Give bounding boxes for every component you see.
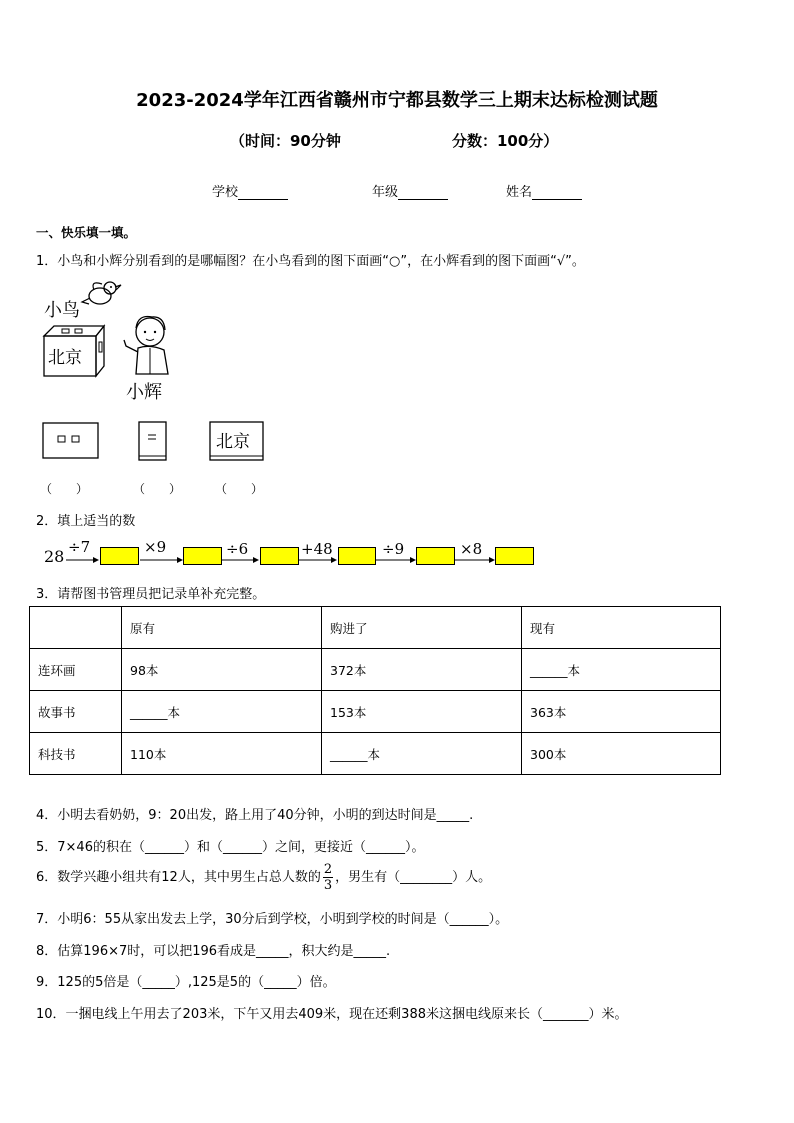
table-cell: 372本 bbox=[322, 649, 522, 691]
question-1: 1．小鸟和小辉分别看到的是哪幅图？在小鸟看到的图下面画“○”，在小辉看到的图下面画“√”。 bbox=[36, 254, 585, 269]
chain-op-2: ×9 bbox=[144, 538, 167, 556]
option-2-figure bbox=[138, 421, 168, 463]
bird-label: 小鸟 bbox=[44, 300, 80, 321]
answer-paren-1[interactable]: （ ） bbox=[40, 482, 89, 496]
bird-icon bbox=[80, 278, 122, 312]
table-cell: 363本 bbox=[522, 691, 721, 733]
chain-op-5: ÷9 bbox=[382, 540, 405, 558]
boy-label: 小辉 bbox=[126, 382, 162, 403]
question-10: 10．一捆电线上午用去了203米，下午又用去409米，现在还剩388米这捆电线原来长（_______）米。 bbox=[36, 1007, 628, 1022]
box-text: 北京 bbox=[48, 348, 82, 368]
answer-box-2[interactable] bbox=[183, 547, 222, 565]
name-label: 姓名 bbox=[506, 185, 533, 200]
fraction bbox=[323, 862, 333, 893]
section-title: 一、快乐填一填。 bbox=[36, 225, 137, 240]
question-4: 4．小明去看奶奶，9：20出发，路上用了40分钟，小明的到达时间是_____. bbox=[36, 808, 474, 823]
chain-op-4: +48 bbox=[301, 540, 333, 558]
question-5: 5．7×46的积在（______）和（______）之间，更接近（______）。 bbox=[36, 840, 425, 855]
question-7: 7．小明6：55从家出发去上学，30分后到学校，小明到学校的时间是（______）。 bbox=[36, 912, 509, 927]
grade-field bbox=[372, 181, 448, 200]
grade-label: 年级 bbox=[372, 185, 399, 200]
school-label: 学校 bbox=[212, 185, 239, 200]
table-cell: 故事书 bbox=[30, 691, 122, 733]
table-cell-blank[interactable]: ______本 bbox=[322, 733, 522, 775]
chain-start-number: 28 bbox=[44, 547, 65, 566]
table-cell-blank[interactable]: ______本 bbox=[122, 691, 322, 733]
chain-op-6: ×8 bbox=[460, 540, 483, 558]
question-8: 8．估算196×7时，可以把196看成是_____，积大约是_____. bbox=[36, 944, 391, 959]
answer-box-1[interactable] bbox=[100, 547, 139, 565]
answer-box-6[interactable] bbox=[495, 547, 534, 565]
table-row bbox=[30, 733, 721, 775]
table-cell: 110本 bbox=[122, 733, 322, 775]
table-header-cell: 现有 bbox=[522, 607, 721, 649]
answer-box-4[interactable] bbox=[338, 547, 376, 565]
option-1-figure bbox=[42, 422, 100, 460]
school-blank[interactable] bbox=[238, 199, 288, 200]
fraction-denominator: 3 bbox=[323, 878, 333, 893]
school-field bbox=[212, 181, 288, 200]
table-header-cell bbox=[30, 607, 122, 649]
answer-box-3[interactable] bbox=[260, 547, 299, 565]
grade-blank[interactable] bbox=[398, 199, 448, 200]
name-blank[interactable] bbox=[532, 199, 582, 200]
boy-icon bbox=[118, 312, 174, 378]
question-6-before: 6．数学兴趣小组共有12人，其中男生占总人数的 bbox=[36, 870, 321, 885]
question-6-after: ，男生有（________）人。 bbox=[335, 870, 492, 885]
chain-op-3: ÷6 bbox=[226, 540, 249, 558]
table-cell: 300本 bbox=[522, 733, 721, 775]
table-cell: 98本 bbox=[122, 649, 322, 691]
table-cell: 科技书 bbox=[30, 733, 122, 775]
table-cell-blank[interactable]: ______本 bbox=[522, 649, 721, 691]
record-table bbox=[29, 606, 721, 775]
table-cell: 连环画 bbox=[30, 649, 122, 691]
question-3: 3．请帮图书管理员把记录单补充完整。 bbox=[36, 587, 266, 602]
page-title: 2023-2024学年江西省赣州市宁都县数学三上期末达标检测试题 bbox=[136, 90, 658, 111]
answer-box-5[interactable] bbox=[416, 547, 455, 565]
table-cell: 153本 bbox=[322, 691, 522, 733]
question-9: 9．125的5倍是（_____）,125是5的（_____）倍。 bbox=[36, 975, 336, 990]
fraction-numerator: 2 bbox=[323, 862, 333, 877]
table-row bbox=[30, 649, 721, 691]
table-header-cell: 购进了 bbox=[322, 607, 522, 649]
answer-paren-2[interactable]: （ ） bbox=[133, 482, 182, 496]
question-6 bbox=[36, 862, 491, 893]
exam-score: 分数：100分） bbox=[452, 132, 559, 150]
table-header-cell: 原有 bbox=[122, 607, 322, 649]
option-3-text: 北京 bbox=[216, 432, 250, 452]
table-header-row bbox=[30, 607, 721, 649]
chain-op-1: ÷7 bbox=[68, 538, 91, 556]
answer-paren-3[interactable]: （ ） bbox=[215, 482, 264, 496]
table-row bbox=[30, 691, 721, 733]
name-field bbox=[506, 181, 582, 200]
question-2: 2．填上适当的数 bbox=[36, 514, 136, 529]
exam-time: （时间：90分钟 bbox=[230, 132, 341, 150]
